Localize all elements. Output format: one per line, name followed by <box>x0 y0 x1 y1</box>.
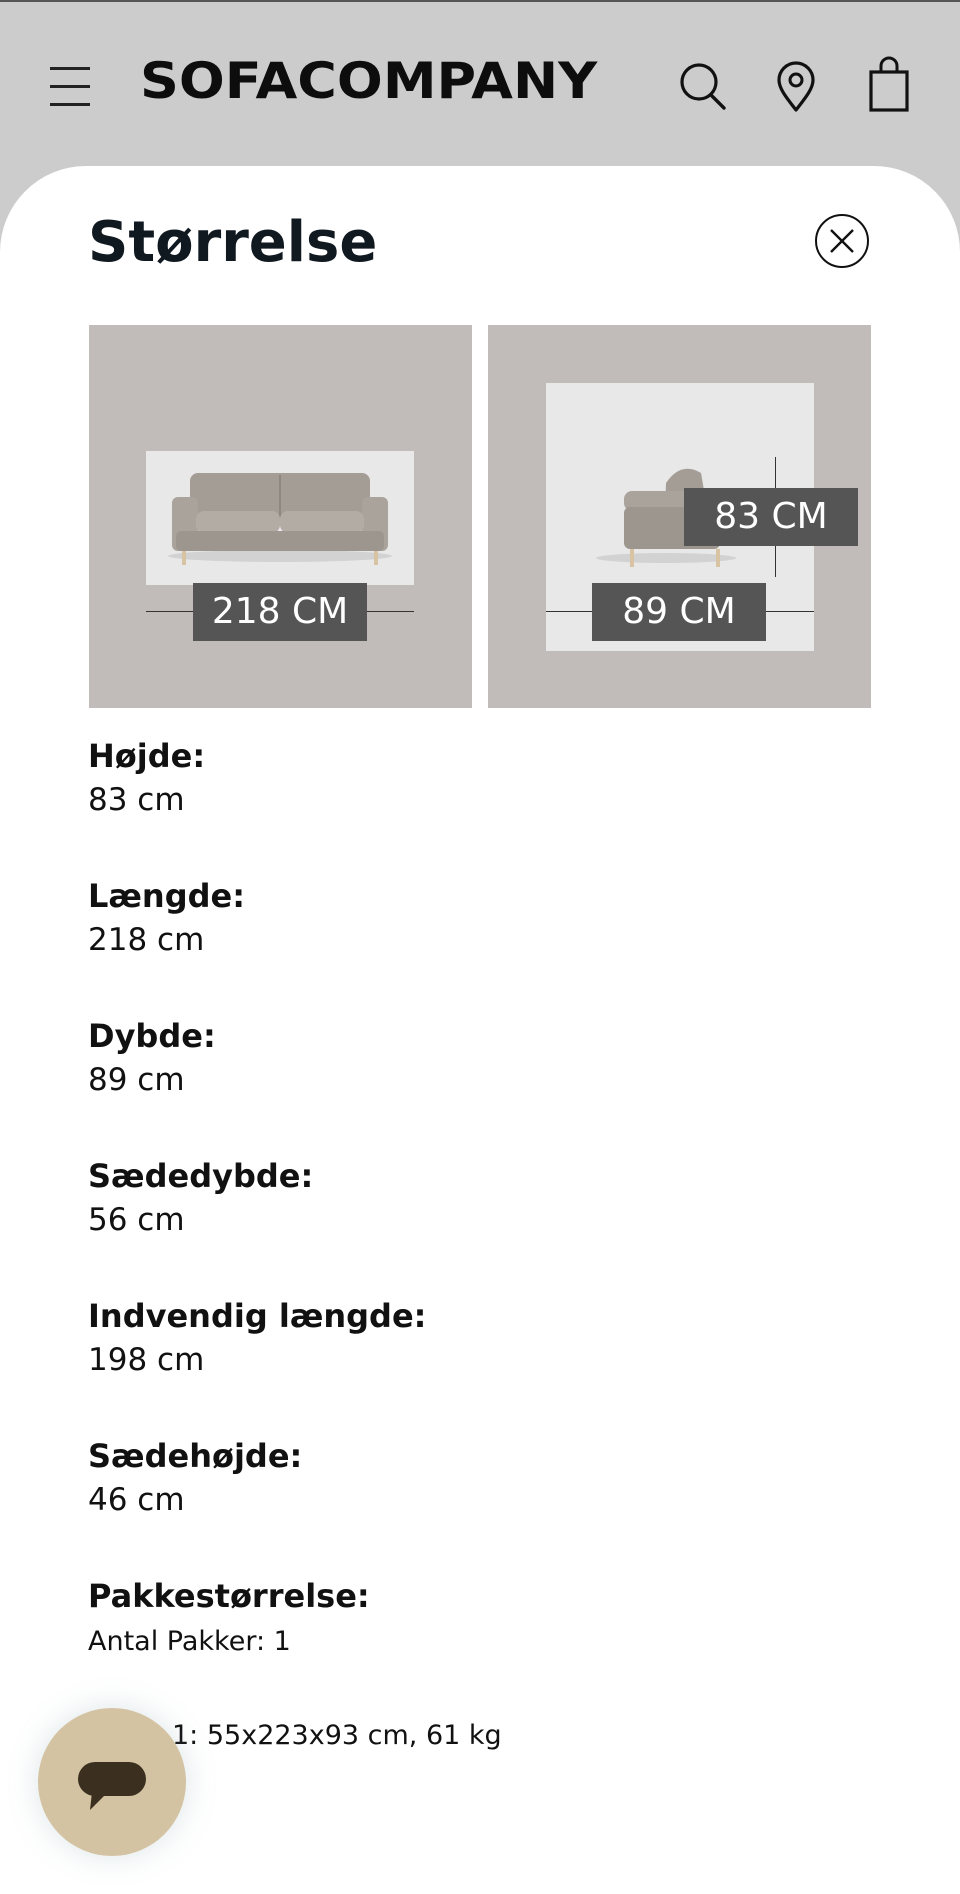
spec-value: 198 cm <box>88 1342 205 1378</box>
spec-label: Længde: <box>88 877 246 915</box>
modal-title: Størrelse <box>88 210 378 275</box>
menu-icon[interactable] <box>50 65 90 107</box>
package-detail: 1: 55x223x93 cm, 61 kg <box>172 1720 502 1751</box>
spec-item <box>88 1016 216 1100</box>
depth-label: 89 CM <box>592 583 766 641</box>
spec-item <box>88 1436 302 1520</box>
close-icon[interactable] <box>815 214 869 268</box>
sofa-front-dimension-image <box>89 325 472 708</box>
spec-label: Sædedybde: <box>88 1157 314 1195</box>
spec-label: Højde: <box>88 737 206 775</box>
spec-value: 218 cm <box>88 922 205 958</box>
spec-label: Indvendig længde: <box>88 1297 427 1335</box>
sofa-front-photo <box>146 451 414 585</box>
spec-item <box>88 736 205 820</box>
spec-label: Pakkestørrelse: <box>88 1577 370 1615</box>
chat-bubble-icon <box>76 1758 148 1818</box>
size-modal <box>0 166 960 1894</box>
package-count: Antal Pakker: 1 <box>88 1626 291 1657</box>
search-icon[interactable] <box>678 56 728 116</box>
sofa-front-illustration <box>146 451 414 585</box>
shopping-bag-icon[interactable] <box>865 56 915 116</box>
location-pin-icon[interactable] <box>771 56 821 116</box>
spec-label: Sædehøjde: <box>88 1437 303 1475</box>
chat-button[interactable] <box>38 1708 186 1856</box>
spec-item <box>88 1296 426 1380</box>
spec-value: 46 cm <box>88 1482 185 1518</box>
spec-value: 56 cm <box>88 1202 185 1238</box>
spec-item <box>88 1156 313 1240</box>
brand-logo[interactable]: SOFACOMPANY <box>140 52 598 110</box>
spec-item <box>88 876 245 960</box>
spec-label: Dybde: <box>88 1017 216 1055</box>
site-header <box>0 0 960 170</box>
sofa-side-dimension-image <box>488 325 871 708</box>
spec-value: 89 cm <box>88 1062 185 1098</box>
package-spec <box>88 1576 370 1620</box>
width-label: 218 CM <box>193 583 367 641</box>
height-label: 83 CM <box>684 488 858 546</box>
spec-value: 83 cm <box>88 782 185 818</box>
